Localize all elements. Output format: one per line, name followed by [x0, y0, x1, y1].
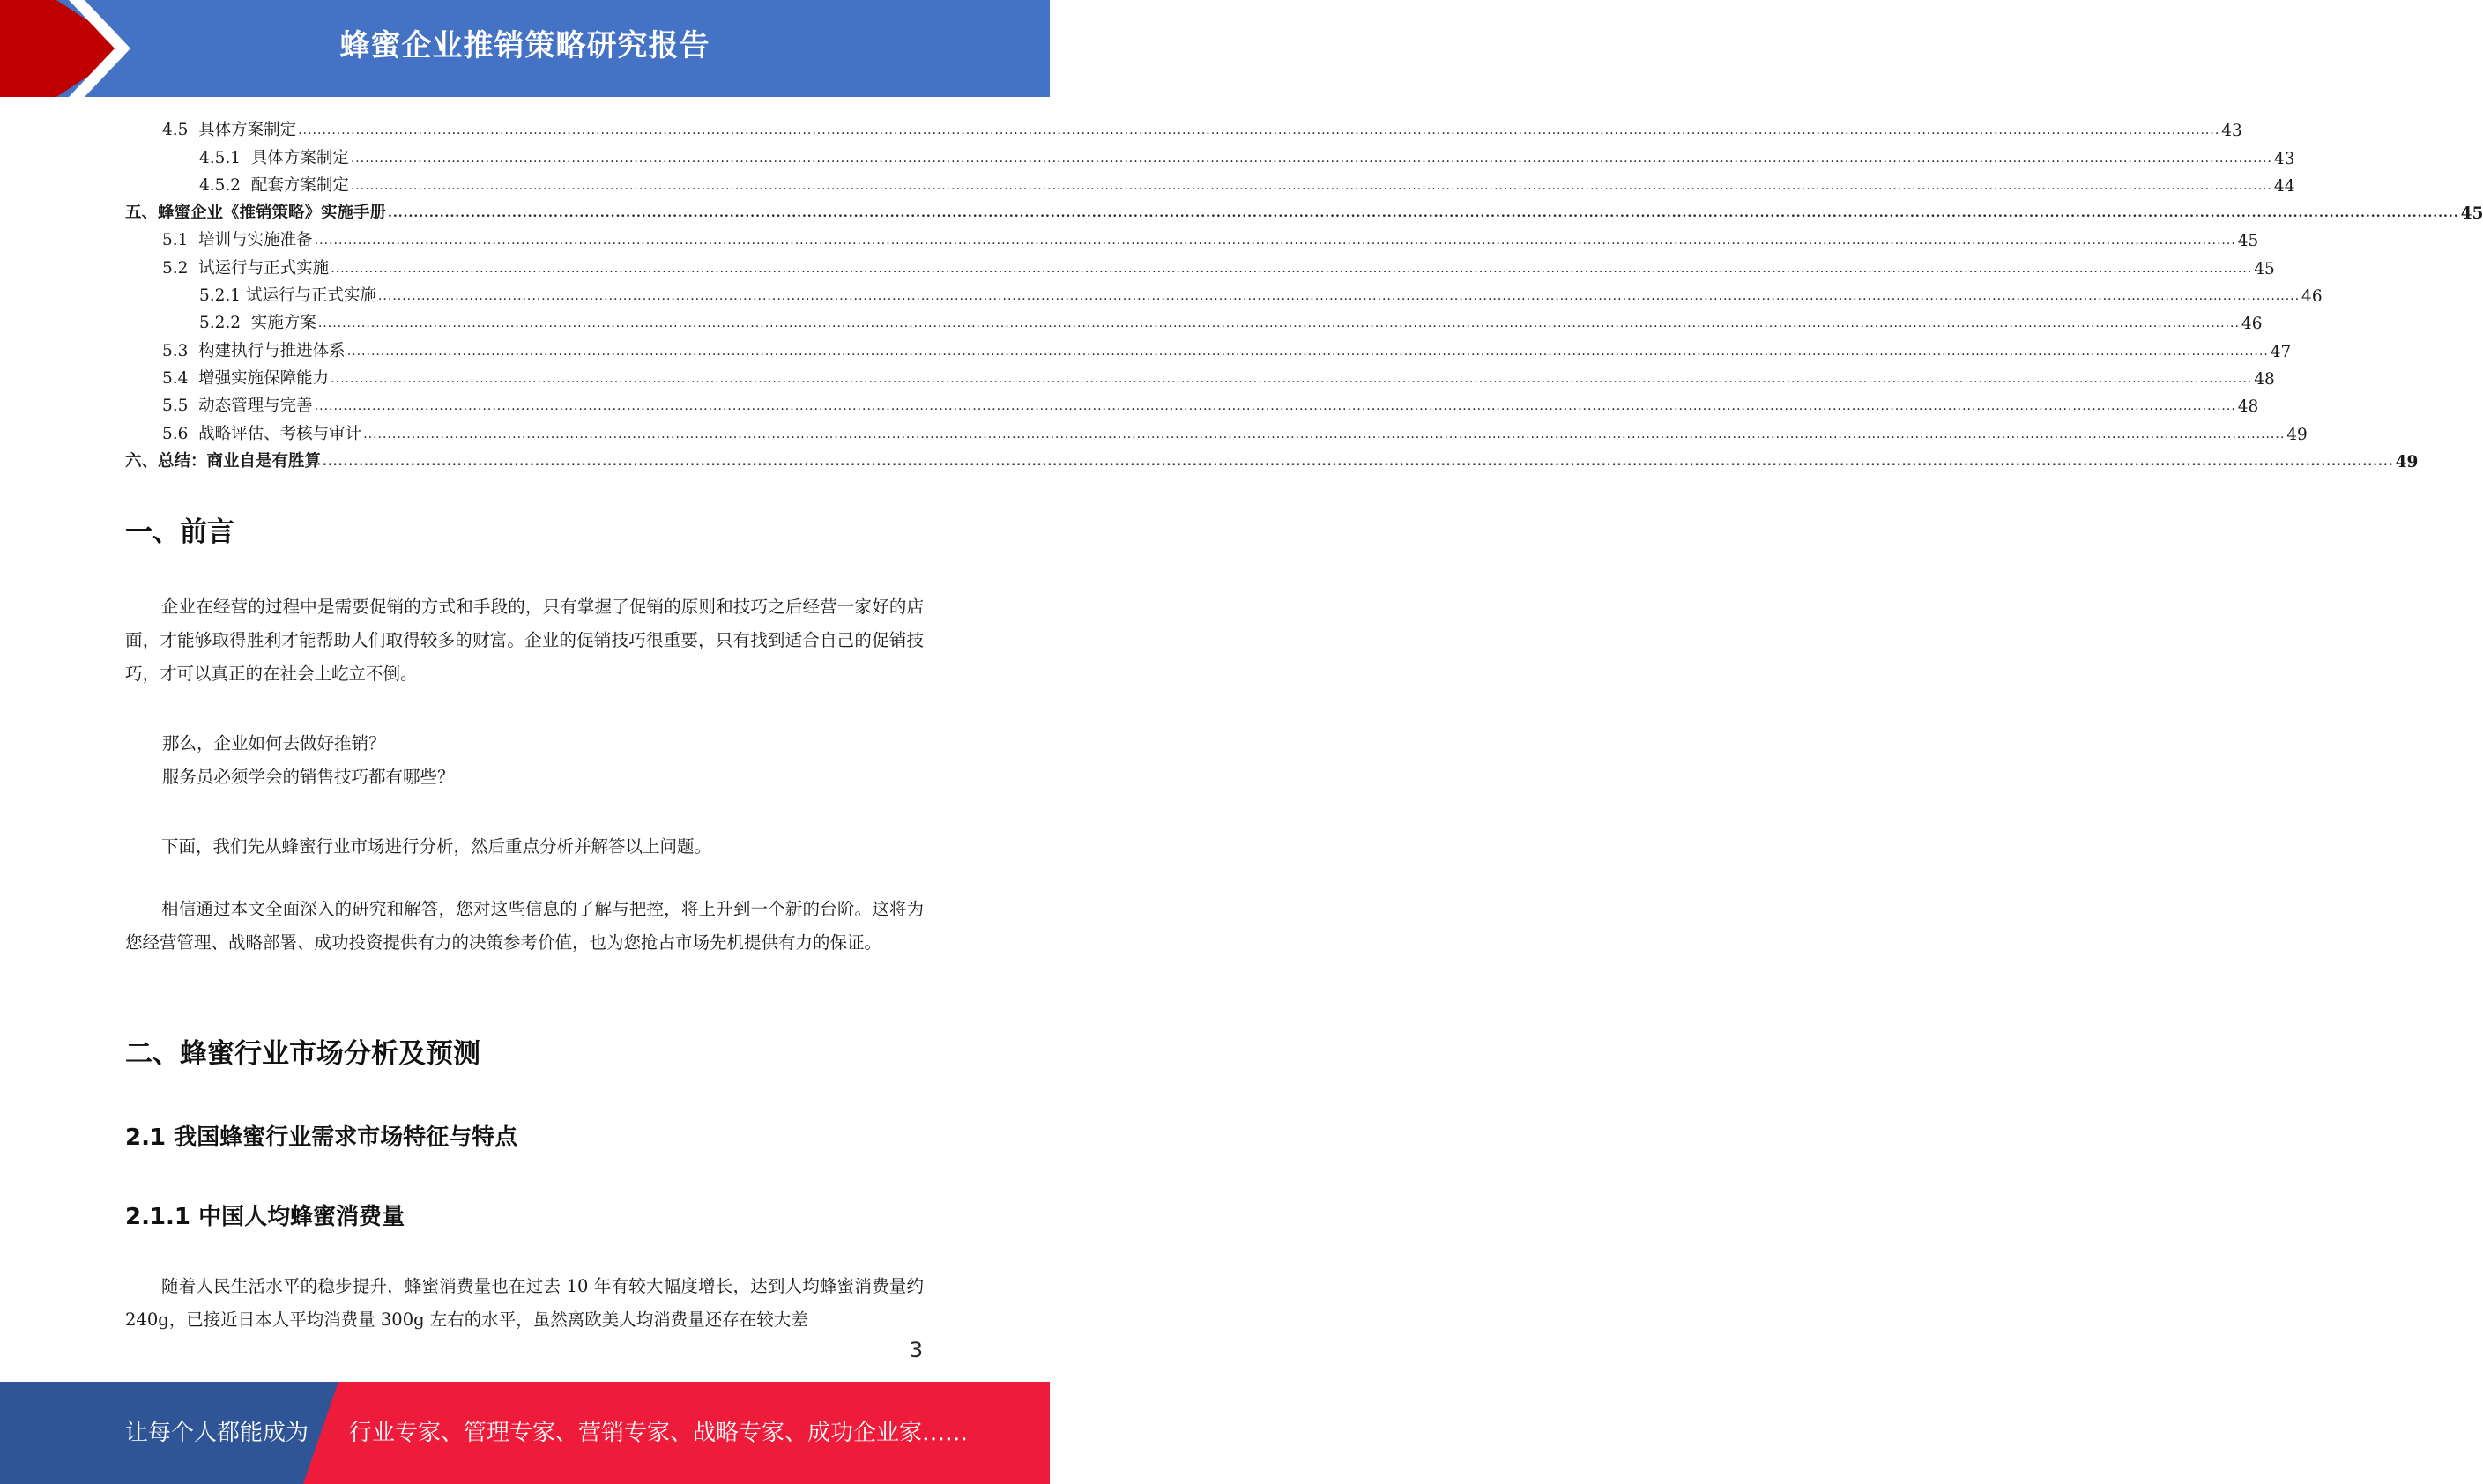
toc-leader-dots: ................................................................................................................................................................................................................................................................................................................................................................................................................ — [350, 151, 2272, 166]
toc-entry[interactable] — [125, 250, 2275, 278]
toc-entry-label: 5.4 增强实施保障能力 — [162, 366, 331, 389]
toc-leader-dots: ................................................................................................................................................................................................................................................................................................................................................................................................................ — [317, 316, 2240, 331]
toc-leader-dots: ................................................................................................................................................................................................................................................................................................................................................................................................................ — [377, 289, 2301, 304]
toc-leader-dots: ................................................................................................................................................................................................................................................................................................................................................................................................................ — [331, 261, 2253, 276]
toc-entry-page: 49 — [2286, 425, 2308, 444]
toc-entry-label: 五、蜂蜜企业《推销策略》实施手册 — [125, 200, 388, 223]
subsection-heading-2-1: 2.1 我国蜂蜜行业需求市场特征与特点 — [125, 1124, 518, 1151]
footer-slogan-left: 让每个人都能成为 — [125, 1420, 309, 1446]
header-title: 蜂蜜企业推销策略研究报告 — [339, 28, 710, 63]
toc-entry-page: 46 — [2301, 287, 2323, 307]
toc-entry-label: 4.5.1 具体方案制定 — [199, 145, 351, 168]
section-heading-market: 二、蜂蜜行业市场分析及预测 — [125, 1038, 480, 1070]
toc-entry-page: 45 — [2237, 232, 2259, 251]
footer-slogan-right: 行业专家、管理专家、营销专家、战略专家、成功企业家…… — [349, 1420, 969, 1446]
toc-entry[interactable] — [125, 113, 2242, 141]
section-heading-preface: 一、前言 — [125, 516, 234, 548]
toc-entry-page: 45 — [2460, 204, 2483, 224]
toc-entry-page: 45 — [2254, 259, 2275, 278]
toc-entry-label: 5.6 战略评估、考核与审计 — [162, 421, 363, 444]
toc-leader-dots: ................................................................................................................................................................................................................................................................................................................................................................................................................ — [314, 399, 2236, 414]
toc-entry[interactable] — [125, 168, 2295, 196]
question-line-2: 服务员必须学会的销售技巧都有哪些？ — [162, 767, 455, 787]
toc-entry-label: 5.5 动态管理与完善 — [162, 393, 315, 416]
toc-leader-dots: ................................................................................................................................................................................................................................................................................................................................................................................................................ — [323, 454, 2394, 469]
question-line-1: 那么，企业如何去做好推销？ — [162, 733, 386, 753]
toc-entry[interactable] — [125, 306, 2263, 334]
toc-entry[interactable] — [125, 444, 2419, 471]
toc-entry-page: 49 — [2395, 452, 2419, 471]
toc-entry-label: 5.2.1 试运行与正式实施 — [199, 283, 378, 306]
toc-entry-page: 43 — [2273, 149, 2295, 168]
toc-leader-dots: ................................................................................................................................................................................................................................................................................................................................................................................................................ — [363, 427, 2286, 441]
preface-paragraph-1: 企业在经营的过程中是需要促销的方式和手段的，只有掌握了促销的原则和技巧之后经营一家好的店面，才能够取得胜利才能帮助人们取得较多的财富。企业的促销技巧很重要，只有找到适合自己的促销技巧，才可以真正的在社会上屹立不倒。 — [125, 597, 924, 684]
toc-entry-label: 六、总结：商业自是有胜算 — [125, 449, 323, 471]
toc-entry[interactable] — [125, 196, 2483, 224]
toc-entry-page: 43 — [2221, 122, 2242, 141]
toc-entry[interactable] — [125, 223, 2259, 251]
toc-leader-dots: ................................................................................................................................................................................................................................................................................................................................................................................................................ — [314, 234, 2236, 249]
subsection-heading-2-1-1: 2.1.1 中国人均蜂蜜消费量 — [125, 1204, 405, 1230]
toc-entry[interactable] — [125, 361, 2275, 389]
toc-entry-page: 47 — [2270, 342, 2292, 361]
toc-entry[interactable] — [125, 389, 2259, 417]
toc-entry[interactable] — [125, 416, 2308, 444]
page-header — [0, 0, 1050, 97]
toc-leader-dots: ................................................................................................................................................................................................................................................................................................................................................................................................................ — [388, 206, 2459, 221]
toc-entry-label: 4.5 具体方案制定 — [162, 117, 298, 140]
toc-entry[interactable] — [125, 278, 2323, 307]
toc-entry[interactable] — [125, 140, 2295, 168]
toc-entry-label: 5.2.2 实施方案 — [199, 310, 318, 333]
toc-leader-dots: ................................................................................................................................................................................................................................................................................................................................................................................................................ — [298, 123, 2220, 138]
toc-entry-label: 5.1 培训与实施准备 — [162, 227, 315, 250]
toc-entry-label: 5.3 构建执行与推进体系 — [162, 338, 347, 361]
toc-entry[interactable] — [125, 333, 2292, 361]
toc-leader-dots: ................................................................................................................................................................................................................................................................................................................................................................................................................ — [346, 344, 2269, 359]
toc-entry-label: 4.5.2 配套方案制定 — [199, 173, 351, 196]
page-footer — [0, 1382, 1050, 1484]
toc-leader-dots: ................................................................................................................................................................................................................................................................................................................................................................................................................ — [331, 371, 2253, 386]
table-of-contents — [125, 113, 2483, 471]
toc-entry-page: 48 — [2254, 369, 2275, 389]
toc-entry-page: 46 — [2241, 315, 2263, 334]
page-number: 3 — [909, 1338, 923, 1362]
toc-leader-dots: ................................................................................................................................................................................................................................................................................................................................................................................................................ — [350, 178, 2272, 193]
preface-paragraph-3: 相信通过本文全面深入的研究和解答，您对这些信息的了解与把控，将上升到一个新的台阶。这将为您经营管理、战略部署、成功投资提供有力的决策参考价值，也为您抢占市场先机提供有力的保证。 — [125, 899, 924, 953]
toc-entry-page: 44 — [2273, 176, 2295, 196]
toc-entry-label: 5.2 试运行与正式实施 — [162, 256, 331, 278]
consumption-paragraph: 随着人民生活水平的稳步提升，蜂蜜消费量也在过去 10 年有较大幅度增长，达到人均蜂蜜消费量约 240g，已接近日本人平均消费量 300g 左右的水平，虽然离欧美人均消费量还存在较大差 — [125, 1276, 924, 1330]
toc-entry-page: 48 — [2237, 397, 2259, 417]
preface-paragraph-2: 下面，我们先从蜂蜜行业市场进行分析，然后重点分析并解答以上问题。 — [161, 836, 712, 857]
